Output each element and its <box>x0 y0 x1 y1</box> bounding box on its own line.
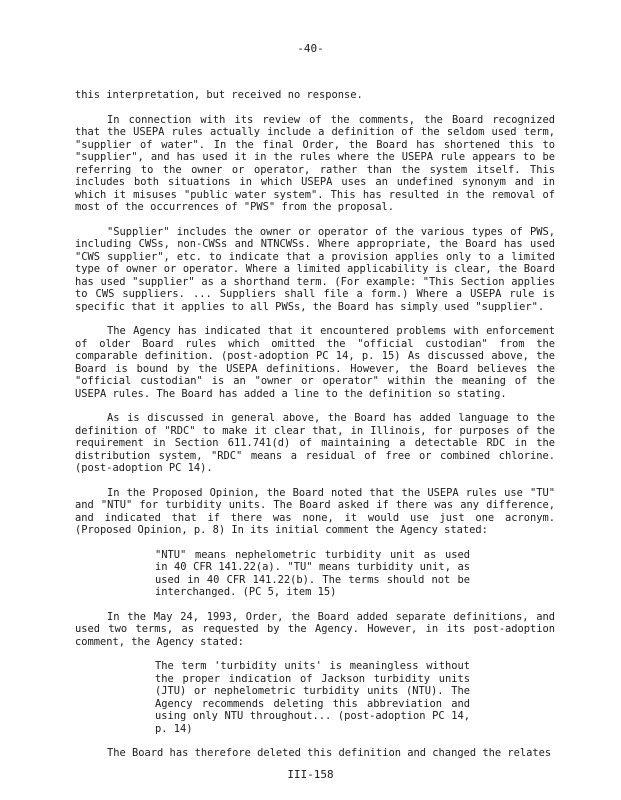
paragraph-deleted-definition: The Board has therefore deleted this definition and changed the relates <box>107 747 552 759</box>
paragraph-continuation: this interpretation, but received no response. <box>75 89 363 101</box>
paragraph-supplier-definition: "Supplier" includes the owner or operator of the various types of PWS, including CWSs, non-CWSs and NTNCWSs. Where appropriate, the Board has used "CWS supplier", etc. to indicate that a provision applies only to a limited type of owner or operator. Where a limited applicability is clear, the Board has used "supplier" as a shorthand term. (For example: "This Section applies to CWS suppliers. ... Suppliers shall file a form.) Where a USEPA rule is specific that it applies to all PWSs, the Board has simply used "supplier". <box>75 225 555 313</box>
paragraph-supplier-of-water: In connection with its review of the comments, the Board recognized that the USEPA rules actually include a definition of the seldom used term, "supplier of water". In the final Order, the Board has shortened this to "supplier", and has used it in the rules where the USEPA rule appears to be referring to the owner or operator, rather than the system itself. This includes both situations in which USEPA uses an undefined synonym and in which it misuses "public water system". This has resulted in the removal of most of the occurrences of "PWS" from the proposal. <box>75 113 555 213</box>
page-number: -40- <box>297 42 324 55</box>
paragraph-official-custodian: The Agency has indicated that it encountered problems with enforcement of older Board rules which omitted the "official custodian" from the comparable definition. (post-adoption PC 14, p. 15) As discussed above, the Board is bound by the USEPA definitions. However, the Board believes the "official custodian" is an "owner or operator" within the meaning of the USEPA rules. The Board has added a line to the definition so stating. <box>75 325 555 400</box>
paragraph-may-order: In the May 24, 1993, Order, the Board added separate definitions, and used two terms, as requested by the Agency. However, in its post-adoption comment, the Agency stated: <box>75 610 555 648</box>
block-quote-agency-post-adoption: The term 'turbidity units' is meaningless without the proper indication of Jackson turbidity units (JTU) or nephelometric turbidity units (NTU). The Agency recommends deleting this abbreviation and using only NTU throughout... (post-adoption PC 14, p. 14) <box>155 660 470 735</box>
paragraph-rdc-definition: As is discussed in general above, the Board has added language to the definition of "RDC" to make it clear that, in Illinois, for purposes of the requirement in Section 611.741(d) of maintaining a detectable RDC in the distribution system, "RDC" means a residual of free or combined chlorine. (post-adoption PC 14). <box>75 412 555 474</box>
footer-page-number: III-158 <box>287 768 334 781</box>
block-quote-agency-initial: "NTU" means nephelometric turbidity unit as used in 40 CFR 141.22(a). "TU" means turbidity unit, as used in 40 CFR 141.22(b). The terms should not be interchanged. (PC 5, item 15) <box>155 548 470 598</box>
paragraph-turbidity-units: In the Proposed Opinion, the Board noted that the USEPA rules use "TU" and "NTU" for turbidity units. The Board asked if there was any difference, and indicated that if there was none, it would use just one acronym. (Proposed Opinion, p. 8) In its initial comment the Agency stated: <box>75 486 555 536</box>
document-body <box>75 89 555 772</box>
